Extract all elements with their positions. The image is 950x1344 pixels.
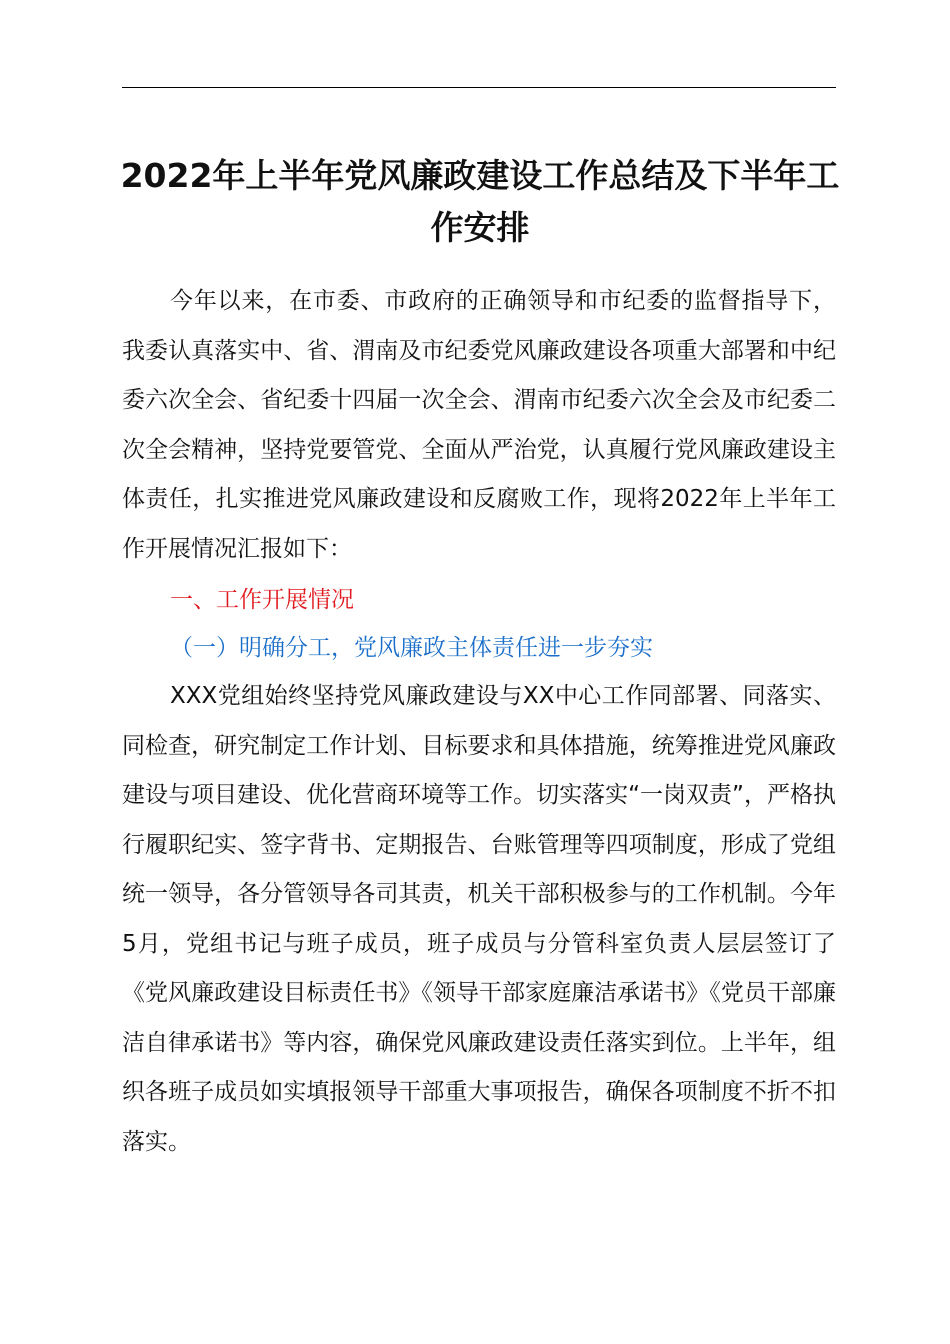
header-rule — [122, 87, 836, 88]
intro-paragraph: 今年以来，在市委、市政府的正确领导和市纪委的监督指导下，我委认真落实中、省、渭南及市纪委党风廉政建设各项重大部署和中纪委六次全会、省纪委十四届一次全会、渭南市纪委六次全会及市纪委二次全会精神，坚持党要管党、全面从严治党，认真履行党风廉政建设主体责任，扎实推进党风廉政建设和反腐败工作，现将2022年上半年工作开展情况汇报如下： — [122, 288, 836, 562]
subsection-paragraph: XXX党组始终坚持党风廉政建设与XX中心工作同部署、同落实、同检查，研究制定工作计划、目标要求和具体措施，统筹推进党风廉政建设与项目建设、优化营商环境等工作。切实落实“一岗双责”，严格执行履职纪实、签字背书、定期报告、台账管理等四项制度，形成了党组统一领导，各分管领导各司其责，机关干部积极参与的工作机制。今年5月，党组书记与班子成员，班子成员与分管科室负责人层层签订了《党风廉政建设目标责任书》《领导干部家庭廉洁承诺书》《党员干部廉洁自律承诺书》等内容，确保党风廉政建设责任落实到位。上半年，组织各班子成员如实填报领导干部重大事项报告，确保各项制度不折不扣落实。 — [122, 683, 836, 1155]
document-title: 2022年上半年党风廉政建设工作总结及下半年工作安排 — [120, 156, 840, 247]
section-heading: 一、工作开展情况 — [170, 587, 354, 613]
subsection-heading: （一）明确分工，党风廉政主体责任进一步夯实 — [170, 635, 653, 661]
